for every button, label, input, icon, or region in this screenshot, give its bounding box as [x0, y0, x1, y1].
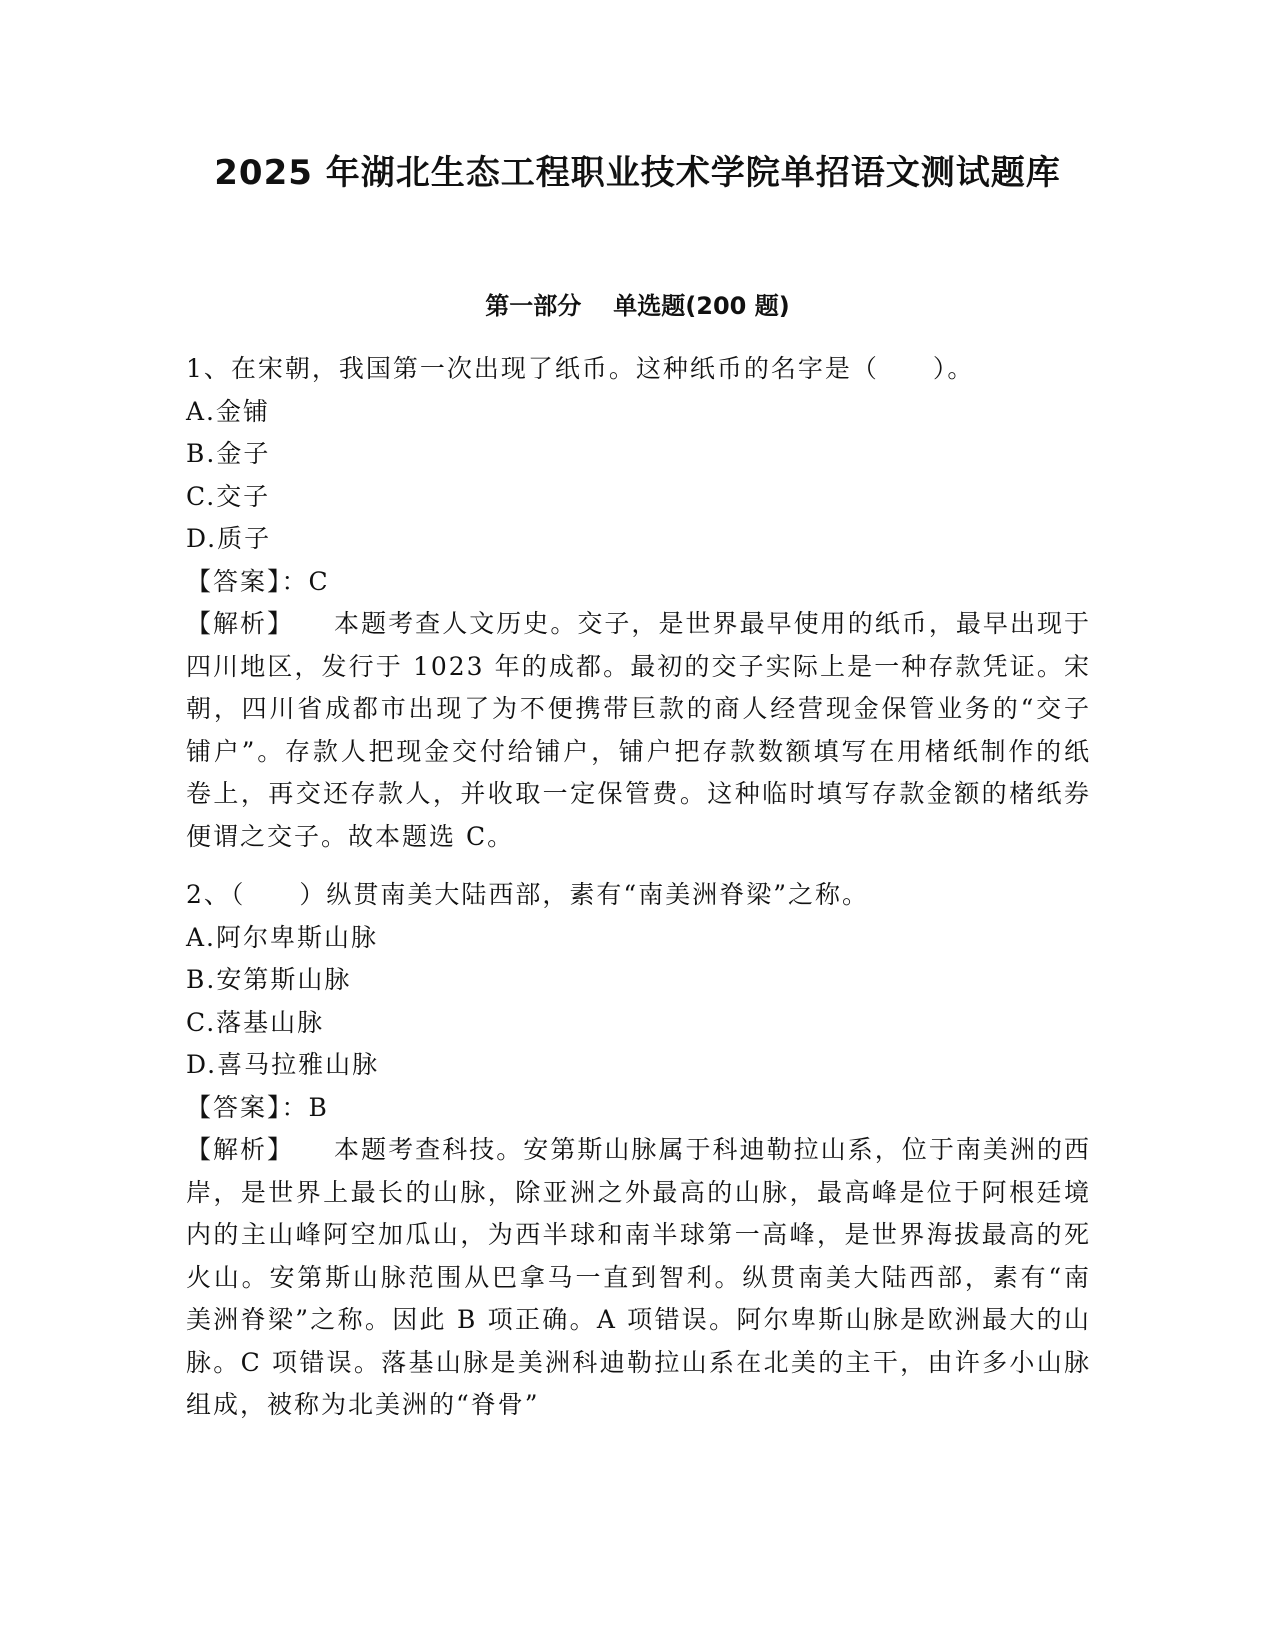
question-stem: 1、在宋朝，我国第一次出现了纸币。这种纸币的名字是（ ）。 [186, 354, 975, 383]
analysis [186, 1129, 1091, 1427]
answer-line [186, 1087, 1091, 1130]
option-b: B.金子 [186, 439, 271, 468]
question-list [186, 348, 1091, 1427]
section-name: 单选题(200 题) [613, 292, 790, 320]
analysis-text: 本题考查人文历史。交子，是世界最早使用的纸币，最早出现于四川地区，发行于 1023 年的成都。最初的交子实际上是一种存款凭证。宋朝，四川省成都市出现了为不便携带巨款的商人经营现金保管业务的“交子铺户”。存款人把现金交付给铺户，铺户把存款数额填写在用楮纸制作的纸卷上，再交还存款人，并收取一定保管费。这种临时填写存款金额的楮纸券便谓之交子。故本题选 C。 [186, 609, 1091, 851]
answer-label: 【答案】： [186, 566, 309, 596]
analysis-label: 【解析】 [186, 609, 295, 638]
answer-label: 【答案】： [186, 1092, 309, 1122]
answer-value: B [308, 1092, 329, 1122]
answer-value: C [308, 566, 330, 596]
question-stem: 2、（ ）纵贯南美大陆西部，素有“南美洲脊梁”之称。 [186, 880, 869, 909]
question-1 [186, 348, 1091, 858]
option-b: B.安第斯山脉 [186, 965, 352, 994]
option-d: D.质子 [186, 524, 272, 553]
option-a: A.阿尔卑斯山脉 [186, 922, 379, 952]
section-part: 第一部分 [485, 292, 582, 320]
option-c: C.落基山脉 [186, 1007, 325, 1037]
analysis [186, 603, 1091, 858]
option-a: A.金铺 [186, 396, 271, 426]
analysis-text: 本题考查科技。安第斯山脉属于科迪勒拉山系，位于南美洲的西岸，是世界上最长的山脉，除亚洲之外最高的山脉，最高峰是位于阿根廷境内的主山峰阿空加瓜山，为西半球和南半球第一高峰，是世界海拔最高的死火山。安第斯山脉范围从巴拿马一直到智利。纵贯南美大陆西部，素有“南美洲脊梁”之称。因此 B 项正确。A 项错误。阿尔卑斯山脉是欧洲最大的山脉。C 项错误。落基山脉是美洲科迪勒拉山系在北美的主干，由许多小山脉组成，被称为北美洲的“脊骨” [186, 1135, 1091, 1419]
option-d: D.喜马拉雅山脉 [186, 1050, 380, 1079]
answer-line [186, 561, 1091, 604]
option-c: C.交子 [186, 481, 271, 511]
document-title: 2025 年湖北生态工程职业技术学院单招语文测试题库 [214, 153, 1061, 193]
question-2 [186, 874, 1091, 1427]
section-heading [0, 288, 1275, 324]
analysis-label: 【解析】 [186, 1135, 295, 1164]
